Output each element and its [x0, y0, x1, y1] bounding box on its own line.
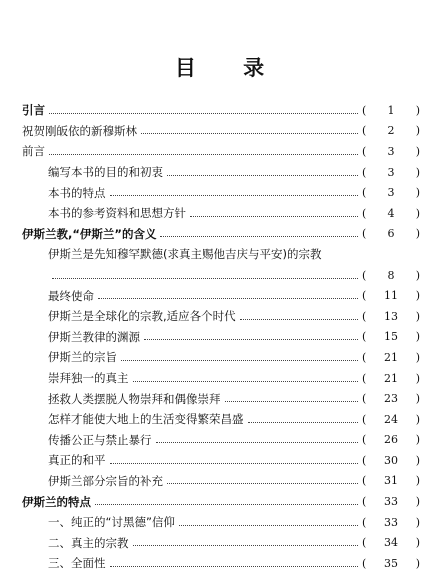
dot-leader [95, 492, 358, 505]
page-number-value: 21 [384, 350, 398, 364]
left-paren: ( [362, 165, 367, 179]
toc-page-number [362, 351, 420, 364]
toc-entry[interactable] [22, 368, 420, 389]
right-paren: ) [415, 144, 420, 158]
dot-leader [121, 348, 358, 361]
page-number-value: 33 [384, 495, 398, 509]
page-number-value: 11 [384, 289, 398, 303]
left-paren: ( [362, 433, 367, 447]
right-paren: ) [415, 186, 420, 200]
toc-entry-label: 伊斯兰的宗旨 [48, 350, 117, 365]
left-paren: ( [362, 350, 367, 364]
dot-leader [133, 533, 359, 546]
page-title: 目 录 [174, 55, 285, 80]
page-number-value: 23 [384, 392, 398, 406]
toc-entry-label: 伊斯兰部分宗旨的补充 [48, 473, 163, 488]
left-paren: ( [362, 289, 367, 303]
dot-leader [98, 286, 358, 299]
toc-page-number [362, 474, 420, 487]
toc-entry[interactable] [22, 471, 420, 492]
dot-leader [110, 183, 359, 196]
toc-entry-label: 本书的参考资料和思想方针 [48, 206, 186, 221]
page-number-value: 6 [387, 227, 395, 241]
toc-page-number [362, 269, 420, 282]
dot-leader [167, 163, 358, 176]
right-paren: ) [415, 392, 420, 406]
right-paren: ) [415, 412, 420, 426]
left-paren: ( [362, 144, 367, 158]
toc-entry-label: 崇拜独一的真主 [48, 371, 129, 386]
toc-page-number [362, 557, 420, 570]
toc-page-number [362, 104, 420, 117]
page-number-value: 31 [384, 474, 398, 488]
dot-leader [49, 142, 358, 155]
toc-entry-label: 引言 [22, 103, 45, 118]
toc-entry[interactable] [22, 182, 420, 203]
page-number-value: 30 [384, 453, 398, 467]
toc-entry-label: 伊斯兰教律的渊源 [48, 329, 140, 344]
toc-entry-label: 最终使命 [48, 288, 94, 303]
page-number-value: 8 [387, 268, 395, 282]
dot-leader [190, 204, 358, 217]
toc-entry[interactable] [22, 141, 420, 162]
toc-page-number [362, 330, 420, 343]
toc-entry[interactable] [22, 450, 420, 471]
left-paren: ( [362, 392, 367, 406]
toc-entry[interactable] [22, 409, 420, 430]
page-number-value: 1 [387, 103, 395, 117]
left-paren: ( [362, 103, 367, 117]
right-paren: ) [415, 536, 420, 550]
toc-entry-label: 本书的特点 [48, 185, 106, 200]
toc-page-number [362, 433, 420, 446]
dot-leader [110, 554, 359, 567]
toc-page-number [362, 207, 420, 220]
toc-page-number [362, 536, 420, 549]
toc-entry-label: 传播公正与禁止暴行 [48, 432, 152, 447]
page-number-value: 15 [384, 330, 398, 344]
table-of-contents [22, 100, 420, 574]
left-paren: ( [362, 495, 367, 509]
right-paren: ) [415, 515, 420, 529]
right-paren: ) [415, 556, 420, 570]
dot-leader [225, 389, 359, 402]
left-paren: ( [362, 330, 367, 344]
page-number-value: 3 [387, 144, 395, 158]
left-paren: ( [362, 474, 367, 488]
left-paren: ( [362, 412, 367, 426]
right-paren: ) [415, 268, 420, 282]
page-number-value: 4 [387, 206, 395, 220]
left-paren: ( [362, 206, 367, 220]
left-paren: ( [362, 515, 367, 529]
left-paren: ( [362, 371, 367, 385]
toc-entry-label: 伊斯兰是全球化的宗教,适应各个时代 [48, 309, 236, 324]
toc-page-number [362, 392, 420, 405]
left-paren: ( [362, 186, 367, 200]
toc-entry-label: 前言 [22, 144, 45, 159]
toc-entry[interactable] [22, 347, 420, 368]
toc-entry[interactable] [22, 430, 420, 451]
toc-entry[interactable] [22, 224, 420, 245]
dot-leader [240, 307, 358, 320]
page-number-value: 35 [384, 556, 398, 570]
left-paren: ( [362, 268, 367, 282]
left-paren: ( [362, 536, 367, 550]
page-number-value: 34 [384, 536, 398, 550]
toc-entry[interactable] [22, 491, 420, 512]
dot-leader [167, 471, 358, 484]
toc-entry[interactable] [22, 244, 420, 265]
right-paren: ) [415, 433, 420, 447]
right-paren: ) [415, 165, 420, 179]
toc-entry-label: 真正的和平 [48, 453, 106, 468]
toc-page-number [362, 145, 420, 158]
dot-leader [52, 266, 358, 279]
right-paren: ) [415, 453, 420, 467]
toc-entry-label: 二、真主的宗教 [48, 535, 129, 550]
right-paren: ) [415, 206, 420, 220]
toc-entry[interactable] [22, 100, 420, 121]
toc-page-number [362, 227, 420, 240]
toc-page-number [362, 516, 420, 529]
page-number-value: 13 [384, 309, 398, 323]
toc-entry[interactable] [22, 553, 420, 574]
right-paren: ) [415, 495, 420, 509]
dot-leader [179, 513, 358, 526]
right-paren: ) [415, 330, 420, 344]
toc-page-number [362, 495, 420, 508]
toc-entry-label: 三、全面性 [48, 556, 106, 571]
toc-page-number [362, 413, 420, 426]
right-paren: ) [415, 309, 420, 323]
toc-entry[interactable] [22, 327, 420, 348]
toc-entry[interactable] [22, 285, 420, 306]
left-paren: ( [362, 556, 367, 570]
toc-entry-label: 伊斯兰教,“伊斯兰”的含义 [22, 226, 157, 241]
right-paren: ) [415, 124, 420, 138]
dot-leader [49, 101, 358, 114]
toc-entry[interactable] [22, 532, 420, 553]
right-paren: ) [415, 289, 420, 303]
toc-page-number [362, 289, 420, 302]
toc-entry-continuation[interactable] [22, 265, 420, 286]
page-number-value: 24 [384, 412, 398, 426]
toc-page-number [362, 186, 420, 199]
toc-entry-label: 怎样才能使大地上的生活变得繁荣昌盛 [48, 412, 244, 427]
toc-entry-label: 伊斯兰的特点 [22, 494, 91, 509]
right-paren: ) [415, 103, 420, 117]
right-paren: ) [415, 371, 420, 385]
toc-entry[interactable] [22, 203, 420, 224]
dot-leader [144, 327, 358, 340]
dot-leader [156, 430, 359, 443]
toc-page-number [362, 372, 420, 385]
right-paren: ) [415, 227, 420, 241]
page-number-value: 3 [387, 165, 395, 179]
toc-entry-label: 拯救人类摆脱人物崇拜和偶像崇拜 [48, 391, 221, 406]
right-paren: ) [415, 474, 420, 488]
toc-entry-label: 一、纯正的“讨黑德”信仰 [48, 515, 175, 530]
page-number-value: 21 [384, 371, 398, 385]
toc-entry-label: 祝贺刚皈依的新穆斯林 [22, 123, 137, 138]
right-paren: ) [415, 350, 420, 364]
left-paren: ( [362, 124, 367, 138]
toc-page-number [362, 166, 420, 179]
dot-leader [160, 224, 358, 237]
toc-entry[interactable] [22, 512, 420, 533]
toc-entry-label: 编写本书的目的和初衷 [48, 165, 163, 180]
toc-page-number [362, 124, 420, 137]
toc-entry[interactable] [22, 162, 420, 183]
dot-leader [133, 369, 359, 382]
dot-leader [141, 121, 358, 134]
page-number-value: 3 [387, 186, 395, 200]
left-paren: ( [362, 453, 367, 467]
dot-leader [248, 410, 359, 423]
dot-leader [110, 451, 359, 464]
left-paren: ( [362, 227, 367, 241]
toc-entry[interactable] [22, 121, 420, 142]
page-number-value: 2 [387, 124, 395, 138]
toc-entry[interactable] [22, 388, 420, 409]
toc-page-number [362, 310, 420, 323]
page-number-value: 26 [384, 433, 398, 447]
toc-entry-label: 伊斯兰是先知穆罕默德(求真主赐他吉庆与平安)的宗教 [48, 247, 322, 262]
page-number-value: 33 [384, 515, 398, 529]
left-paren: ( [362, 309, 367, 323]
toc-entry[interactable] [22, 306, 420, 327]
toc-page-number [362, 454, 420, 467]
